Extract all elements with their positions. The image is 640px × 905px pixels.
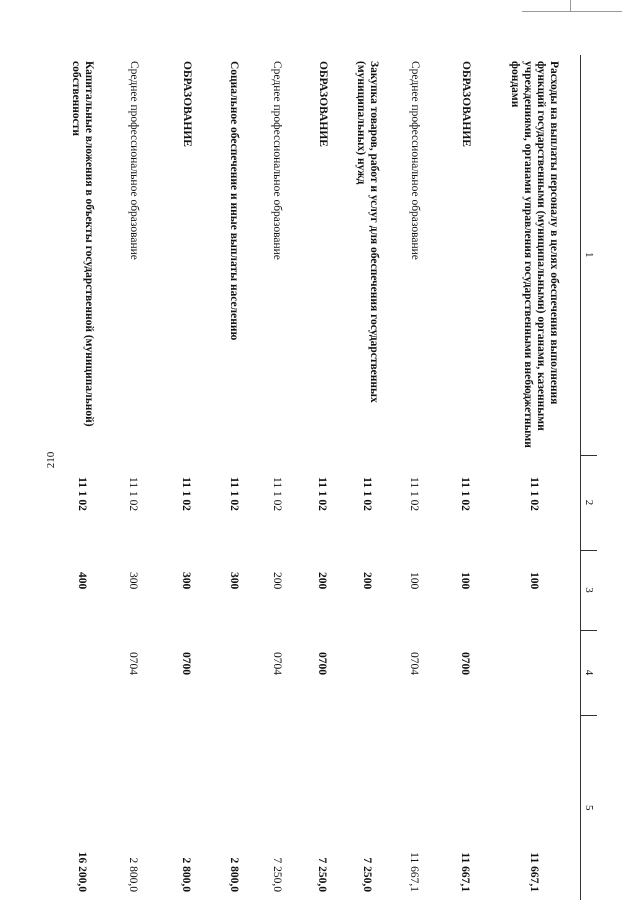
- row-csr: 11 1 02: [228, 477, 240, 511]
- header-col-5: 5: [581, 715, 598, 900]
- header-col-4: 4: [581, 630, 598, 715]
- row-rzpr: 0704: [271, 652, 283, 675]
- row-name: Среднее профессиональное образование: [409, 61, 421, 260]
- row-csr: 11 1 02: [528, 477, 541, 511]
- table-row: [387, 55, 442, 900]
- row-sum: 16 200,0: [76, 851, 88, 892]
- header-col-3: 3: [581, 550, 598, 630]
- row-rzpr: 0704: [127, 652, 140, 675]
- table-row: [106, 55, 161, 900]
- table-header-row: [581, 55, 598, 900]
- table-row: [161, 55, 212, 900]
- row-name: ОБРАЗОВАНИЕ: [317, 61, 329, 147]
- row-csr: 11 1 02: [271, 477, 283, 512]
- row-sum: 2 800,0: [127, 857, 140, 892]
- table-row: [58, 55, 106, 900]
- row-sum: 11 667,1: [408, 852, 421, 892]
- row-rzpr: [58, 630, 106, 715]
- row-vr: 300: [127, 572, 140, 590]
- row-csr: 11 1 02: [316, 477, 329, 511]
- table-row: [212, 55, 256, 900]
- row-vr: 100: [459, 572, 472, 590]
- row-vr: 200: [271, 572, 283, 590]
- row-rzpr: 0700: [459, 652, 472, 675]
- row-vr: 300: [180, 572, 193, 590]
- table-row: [442, 55, 489, 900]
- row-csr: 11 1 02: [127, 477, 140, 512]
- scan-corner-mark: [522, 0, 622, 12]
- row-sum: 7 250,0: [361, 857, 373, 892]
- row-sum: 2 800,0: [228, 857, 240, 892]
- table-row: [489, 55, 581, 900]
- budget-table: [58, 55, 597, 900]
- row-rzpr: [489, 630, 581, 715]
- row-name: Социальное обеспечение и иные выплаты населению: [228, 61, 241, 341]
- row-csr: 11 1 02: [361, 477, 373, 511]
- header-col-2: 2: [581, 455, 598, 550]
- row-name: Капитальные вложения в объекты государственной (муниципальной) собственности: [70, 61, 95, 427]
- row-name: Среднее профессиональное образование: [271, 61, 284, 260]
- row-csr: 11 1 02: [459, 477, 472, 511]
- row-sum: 7 250,0: [316, 857, 329, 892]
- row-sum: 7 250,0: [271, 857, 283, 892]
- row-vr: 300: [228, 572, 240, 590]
- row-sum: 11 667,1: [528, 852, 541, 892]
- table-row: [298, 55, 347, 900]
- row-vr: 100: [528, 572, 541, 590]
- row-csr: 11 1 02: [76, 477, 88, 511]
- table-row: [347, 55, 387, 900]
- row-sum: 11 667,1: [459, 852, 472, 892]
- row-rzpr: 0700: [180, 652, 193, 675]
- row-vr: 200: [361, 572, 373, 590]
- row-name: Расходы на выплаты персоналу в целях обеспечения выполнения функций государственными (муниципальными) органами, казенными учреждениями, органами управления государственными внебюджетными фондами: [509, 61, 561, 448]
- row-sum: 2 800,0: [180, 857, 193, 892]
- page-number: 210: [45, 451, 57, 469]
- row-csr: 11 1 02: [408, 477, 421, 512]
- row-name: ОБРАЗОВАНИЕ: [460, 61, 472, 147]
- table-row: [256, 55, 298, 900]
- row-vr: 400: [76, 572, 88, 590]
- row-vr: 100: [408, 572, 421, 590]
- row-name: Закупка товаров, работ и услуг для обеспечения государственных (муниципальных) нужд: [355, 61, 380, 403]
- row-rzpr: 0704: [408, 652, 421, 675]
- row-rzpr: [212, 630, 256, 715]
- row-vr: 200: [316, 572, 329, 590]
- row-rzpr: [347, 630, 387, 715]
- header-col-1: 1: [581, 55, 598, 455]
- rotated-page: [72, 55, 597, 900]
- row-csr: 11 1 02: [180, 477, 193, 511]
- row-rzpr: 0700: [316, 652, 329, 675]
- row-name: Среднее профессиональное образование: [128, 61, 140, 260]
- row-name: ОБРАЗОВАНИЕ: [181, 61, 193, 147]
